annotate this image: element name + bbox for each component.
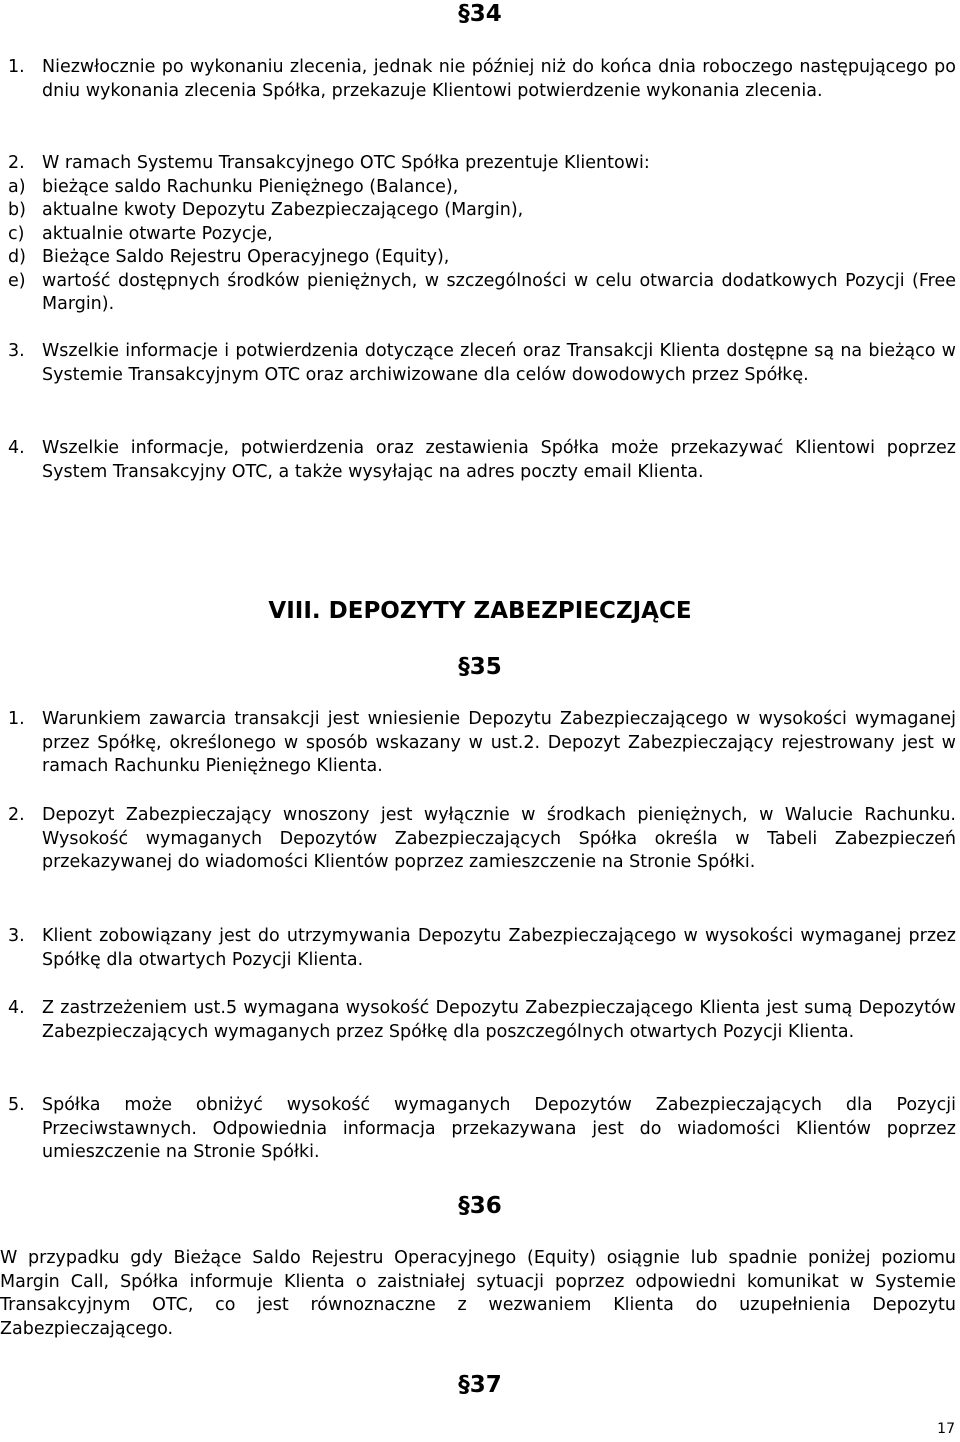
section-heading-35: §35 [458, 654, 502, 680]
item-number: 1. [8, 57, 25, 77]
item-number: 5. [8, 1095, 25, 1115]
item-number: 2. [8, 805, 25, 825]
item-number: 1. [8, 709, 25, 729]
sublist-item-b [8, 199, 956, 223]
s34-item-4 [8, 437, 956, 484]
s34-item-2 [8, 152, 956, 176]
sublist-text: bieżące saldo Rachunku Pieniężnego (Balance), [42, 176, 459, 197]
sublist-text: aktualne kwoty Depozytu Zabezpieczającego (Margin), [42, 200, 524, 220]
s34-item-1 [8, 56, 956, 103]
sublist-text: Bieżące Saldo Rejestru Operacyjnego (Equity), [42, 247, 450, 267]
sublist-label: a) [8, 176, 26, 197]
s36-paragraph: W przypadku gdy Bieżące Saldo Rejestru Operacyjnego (Equity) osiągnie lub spadnie poniżej poziomu Margin Call, Spółka informuje Klienta o zaistniałej sytuacji poprzez odpowiedni komunikat w Systemie Transakcyjnym OTC, co jest równoznaczne z wezwaniem Klienta do uzupełnienia Depozytu Zabezpieczającego. [0, 1248, 956, 1339]
s34-sublist [8, 176, 956, 317]
item-number: 4. [8, 438, 25, 458]
sublist-item-e [8, 270, 956, 317]
item-text: Spółka może obniżyć wysokość wymaganych Depozytów Zabezpieczających dla Pozycji Przeciwstawnych. Odpowiednia informacja przekazywana jest do wiadomości Klientów poprzez umieszczenie na Stronie Spółki. [42, 1095, 956, 1162]
item-number: 3. [8, 926, 25, 946]
item-text: Niezwłocznie po wykonaniu zlecenia, jednak nie później niż do końca dnia roboczego następującego po dniu wykonania zlecenia Spółka, przekazuje Klientowi potwierdzenie wykonania zlecenia. [42, 57, 956, 101]
sublist-label: b) [8, 200, 26, 220]
sublist-text: aktualnie otwarte Pozycje, [42, 223, 273, 244]
s35-item-2 [8, 804, 956, 875]
section-heading-34: §34 [458, 1, 502, 27]
section-heading-36: §36 [458, 1193, 502, 1219]
page-number: 17 [937, 1421, 955, 1437]
s34-item-3 [8, 340, 956, 387]
section-heading-37: §37 [458, 1372, 502, 1398]
sublist-label: c) [8, 223, 25, 244]
sublist-item-d [8, 246, 956, 270]
item-text: W ramach Systemu Transakcyjnego OTC Spółka prezentuje Klientowi: [42, 153, 650, 173]
item-text: Depozyt Zabezpieczający wnoszony jest wyłącznie w środkach pieniężnych, w Walucie Rachunku. Wysokość wymaganych Depozytów Zabezpieczających Spółka określa w Tabeli Zabezpieczeń przekazywanej do wiadomości Klientów poprzez zamieszczenie na Stronie Spółki. [42, 805, 956, 872]
sublist-item-c [8, 223, 956, 247]
s35-item-5 [8, 1094, 956, 1165]
sublist-label: e) [8, 270, 26, 291]
item-text: Z zastrzeżeniem ust.5 wymagana wysokość Depozytu Zabezpieczającego Klienta jest sumą Depozytów Zabezpieczających wymaganych przez Spółkę dla poszczególnych otwartych Pozycji Klienta. [42, 998, 956, 1042]
item-number: 2. [8, 153, 25, 173]
sublist-text: wartość dostępnych środków pieniężnych, w szczególności w celu otwarcia dodatkowych Pozycji (Free Margin). [42, 270, 956, 314]
s35-item-4 [8, 997, 956, 1044]
chapter-title: VIII. DEPOZYTY ZABEZPIECZJĄCE [268, 598, 692, 624]
item-text: Wszelkie informacje, potwierdzenia oraz zestawienia Spółka może przekazywać Klientowi poprzez System Transakcyjny OTC, a także wysyłając na adres poczty email Klienta. [42, 438, 956, 482]
item-number: 3. [8, 341, 25, 361]
item-number: 4. [8, 998, 25, 1018]
sublist-label: d) [8, 247, 26, 267]
sublist-item-a [8, 176, 956, 200]
item-text: Warunkiem zawarcia transakcji jest wniesienie Depozytu Zabezpieczającego w wysokości wymaganej przez Spółkę, określonego w sposób wskazany w ust.2. Depozyt Zabezpieczający rejestrowany jest w ramach Rachunku Pieniężnego Klienta. [42, 709, 956, 776]
s35-item-3 [8, 925, 956, 972]
s35-item-1 [8, 708, 956, 779]
item-text: Klient zobowiązany jest do utrzymywania Depozytu Zabezpieczającego w wysokości wymaganej przez Spółkę dla otwartych Pozycji Klienta. [42, 926, 956, 970]
item-text: Wszelkie informacje i potwierdzenia dotyczące zleceń oraz Transakcji Klienta dostępne są na bieżąco w Systemie Transakcyjnym OTC oraz archiwizowane dla celów dowodowych przez Spółkę. [42, 341, 956, 385]
